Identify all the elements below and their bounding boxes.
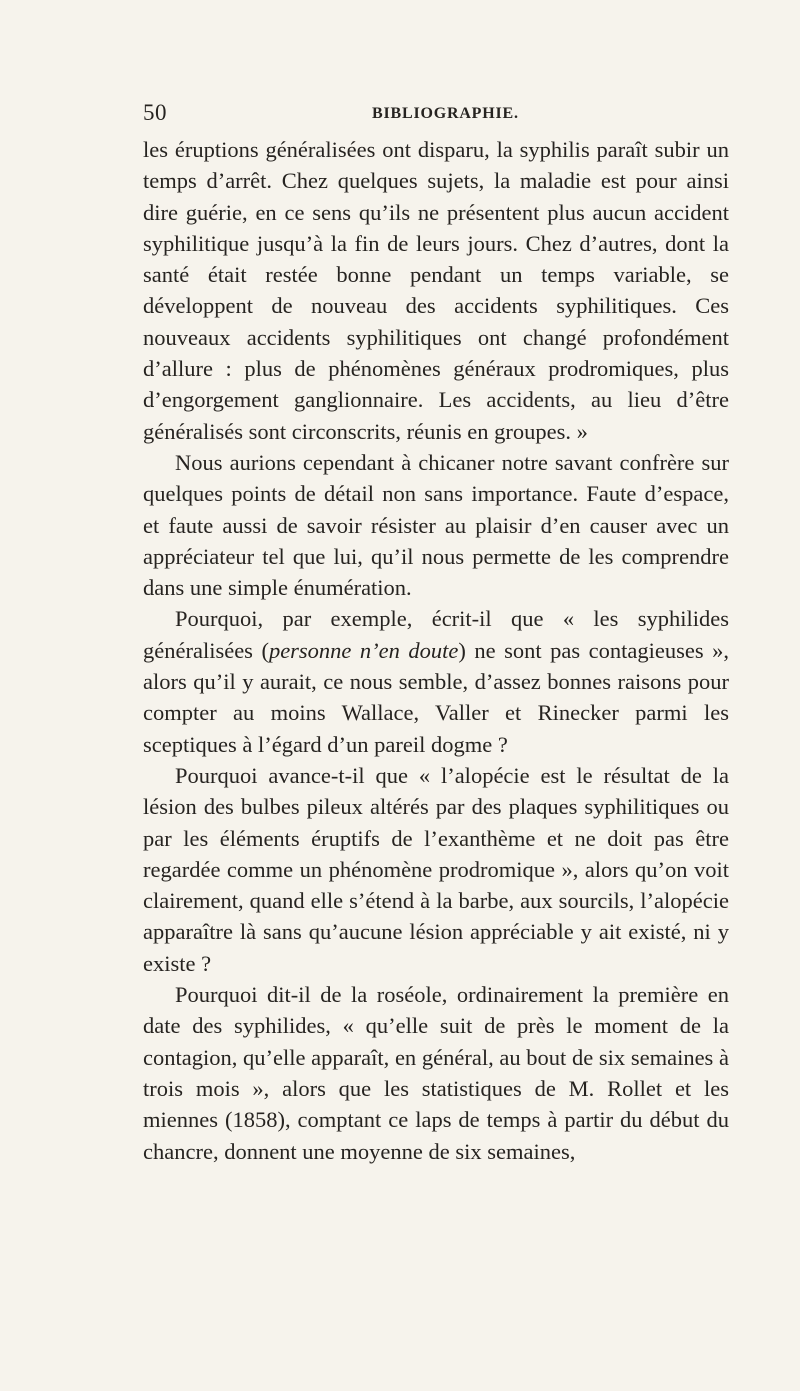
- paragraph-roseola-question: Pourquoi dit-il de la roséole, ordinairement la première en date des syphilides, « qu’elle suit de près le moment de la contagion, qu’elle apparaît, en général, au bout de six semaines à trois mois », alors que les statistiques de M. Rollet et les miennes (1858), comptant ce laps de temps à partir du début du chancre, donnent une moyenne de six semaines,: [143, 982, 729, 1164]
- body-text: [143, 134, 729, 1167]
- paragraph-alopecia-question: Pourquoi avance-t-il que « l’alopécie est le résultat de la lésion des bulbes pileux altérés par des plaques syphilitiques ou par les éléments éruptifs de l’exanthème et ne doit pas être regardée comme un phénomène prodromique », alors qu’on voit clairement, quand elle s’étend à la barbe, aux sourcils, l’alopécie apparaître là sans qu’aucune lésion appréciable y ait existé, ni y existe ?: [143, 762, 729, 976]
- paragraph-objections-intro: Nous aurions cependant à chicaner notre savant confrère sur quelques points de détail non sans importance. Faute d’espace, et faute aussi de savoir résister au plaisir d’en causer avec un appréciateur tel que lui, qu’il nous permette de les comprendre dans une simple énumération.: [143, 449, 729, 601]
- paragraph-contagion-question: [143, 603, 729, 759]
- paragraph-continued-quote: les éruptions généralisées ont disparu, la syphilis paraît subir un temps d’arrêt. Chez quelques sujets, la maladie est pour ainsi dire guérie, en ce sens qu’ils ne présentent plus aucun accident syphilitique jusqu’à la fin de leurs jours. Chez d’autres, dont la santé était restée bonne pendant un temps variable, se développent de nouveau des accidents syphilitiques. Ces nouveaux accidents syphilitiques ont changé profondément d’allure : plus de phénomènes généraux prodromiques, plus d’engorgement ganglionnaire. Les accidents, au lieu d’être généralisés sont circonscrits, réunis en groupes. »: [143, 137, 729, 444]
- running-title: BIBLIOGRAPHIE.: [372, 105, 519, 122]
- running-head: [0, 100, 800, 130]
- paragraph-text-segment: Pourquoi, par exemple, écrit-il que « les syphilides généralisées (: [143, 606, 729, 663]
- page-number: 50: [143, 100, 167, 125]
- paragraph-text-segment: ) ne sont pas contagieuses », alors qu’il y aurait, ce nous semble, d’assez bonnes raisons pour compter au moins Wallace, Valler et Rinecker parmi les sceptiques à l’égard d’un pareil dogme ?: [143, 637, 729, 757]
- italic-phrase: personne n’en doute: [268, 637, 459, 663]
